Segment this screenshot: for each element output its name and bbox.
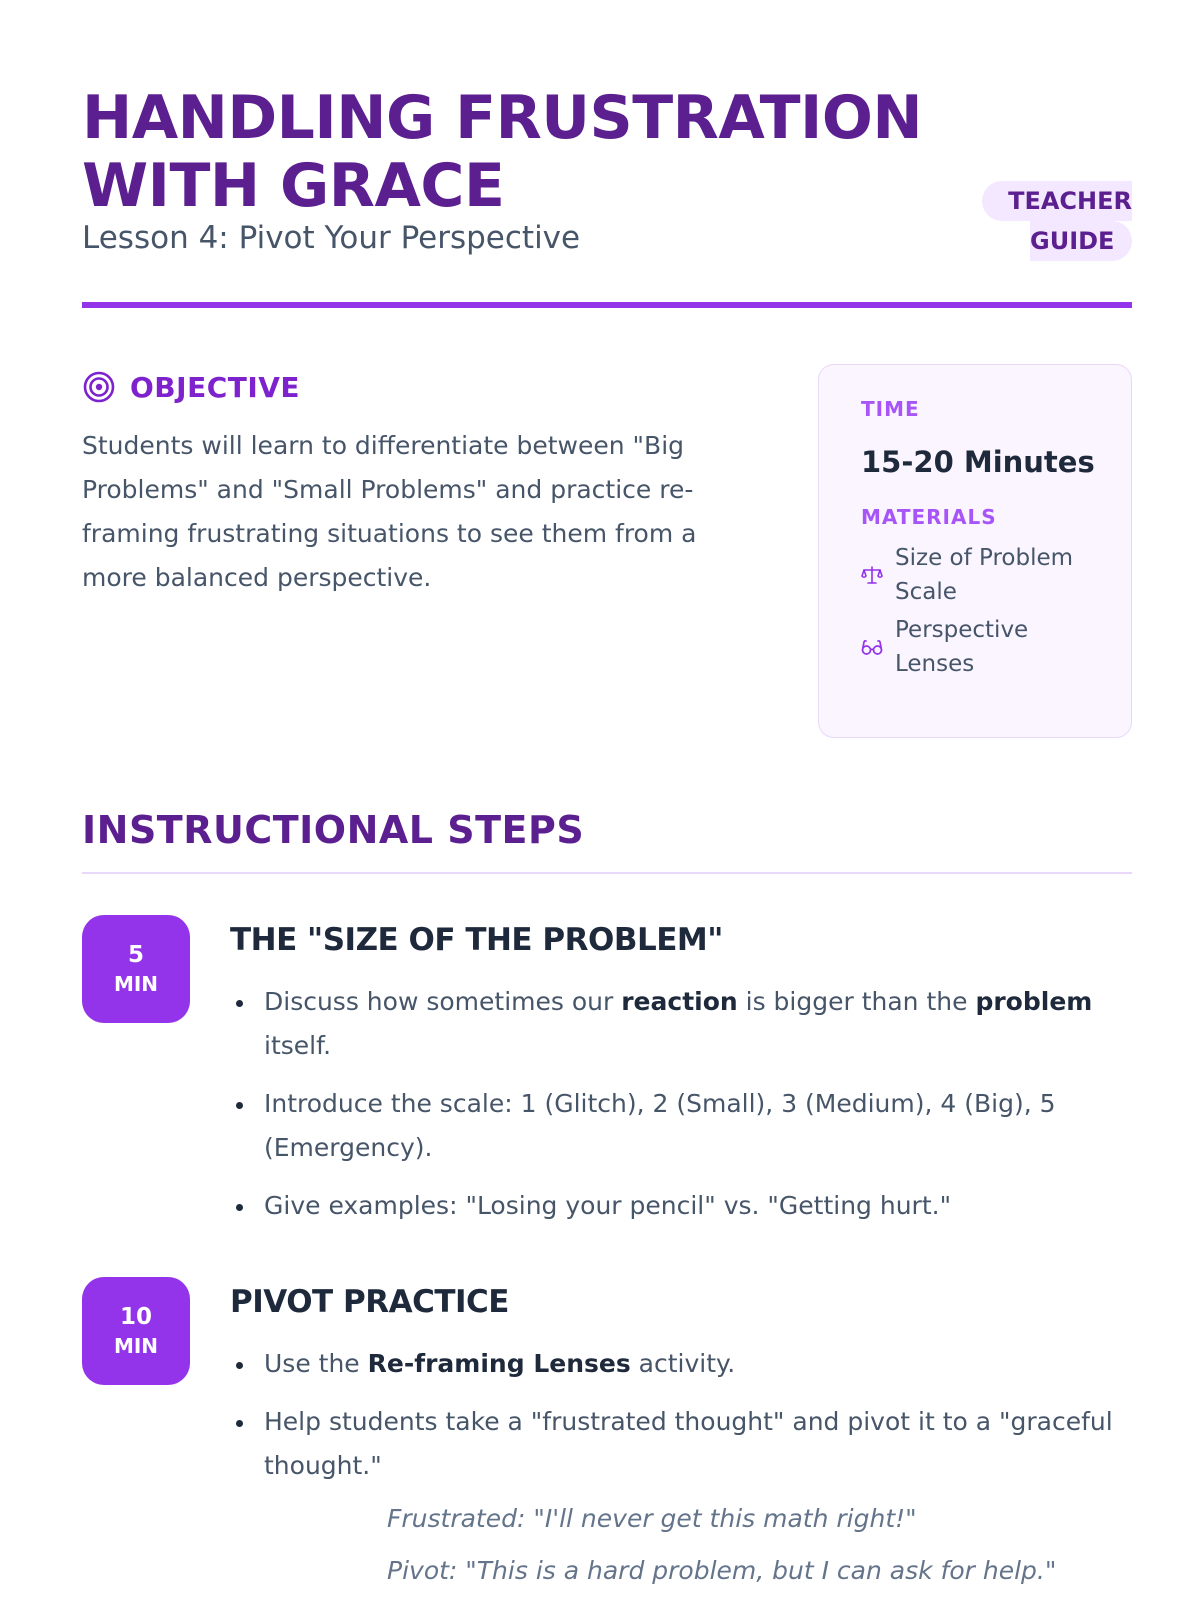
example-pivot-thought: Pivot: "This is a hard problem, but I can ask for help." bbox=[387, 1556, 1057, 1585]
page-title bbox=[82, 84, 982, 220]
target-icon bbox=[82, 370, 116, 404]
steps-heading: INSTRUCTIONAL STEPS bbox=[82, 808, 585, 852]
header-divider bbox=[82, 302, 1132, 308]
material-label: Perspective Lenses bbox=[895, 617, 1029, 677]
step-duration-unit: MIN bbox=[113, 1334, 159, 1358]
objective-heading bbox=[82, 370, 300, 404]
steps-divider bbox=[82, 872, 1132, 874]
lesson-info-card bbox=[818, 364, 1132, 738]
step-bullet-list bbox=[230, 1342, 1130, 1502]
step-duration: 10 bbox=[119, 1304, 152, 1330]
teacher-guide-badge bbox=[990, 181, 1132, 263]
time-label: TIME bbox=[861, 397, 920, 421]
material-label: Size of Problem Scale bbox=[895, 545, 1074, 605]
example-frustrated-thought: Frustrated: "I'll never get this math right!" bbox=[387, 1504, 917, 1533]
objective-text: Students will learn to differentiate between "Big Problems" and "Small Problems" and practice re-framing frustrating situations to see them from a more balanced perspective. bbox=[82, 431, 697, 592]
badge-line-2: GUIDE bbox=[1030, 221, 1132, 261]
step-duration-badge bbox=[82, 915, 190, 1023]
step-title: THE "SIZE OF THE PROBLEM" bbox=[230, 922, 723, 958]
lesson-subtitle: Lesson 4: Pivot Your Perspective bbox=[82, 220, 581, 256]
step-bullet: Use the Re-framing Lenses activity. bbox=[230, 1342, 1130, 1386]
material-item bbox=[861, 541, 1095, 609]
step-duration-badge bbox=[82, 1277, 190, 1385]
step-duration-unit: MIN bbox=[113, 972, 159, 996]
badge-line-1: TEACHER bbox=[982, 181, 1132, 221]
page-title-line-1: HANDLING FRUSTRATION bbox=[82, 83, 923, 153]
step-bullet: Introduce the scale: 1 (Glitch), 2 (Small), 3 (Medium), 4 (Big), 5 (Emergency). bbox=[230, 1082, 1130, 1170]
scale-icon bbox=[861, 564, 883, 586]
glasses-icon bbox=[861, 636, 883, 658]
step-bullet: Discuss how sometimes our reaction is bigger than the problem itself. bbox=[230, 980, 1130, 1068]
lesson-guide-page bbox=[82, 0, 1132, 1600]
step-bullet: Help students take a "frustrated thought" and pivot it to a "graceful thought." bbox=[230, 1400, 1130, 1488]
material-item bbox=[861, 613, 1095, 681]
materials-label: MATERIALS bbox=[861, 505, 997, 529]
step-bullet-list bbox=[230, 980, 1130, 1242]
step-duration: 5 bbox=[127, 942, 144, 968]
time-value: 15-20 Minutes bbox=[861, 445, 1095, 479]
page-title-line-2: WITH GRACE bbox=[82, 151, 505, 221]
step-title: PIVOT PRACTICE bbox=[230, 1284, 509, 1320]
objective-label: OBJECTIVE bbox=[130, 370, 301, 404]
step-bullet: Give examples: "Losing your pencil" vs. "Getting hurt." bbox=[230, 1184, 1130, 1228]
